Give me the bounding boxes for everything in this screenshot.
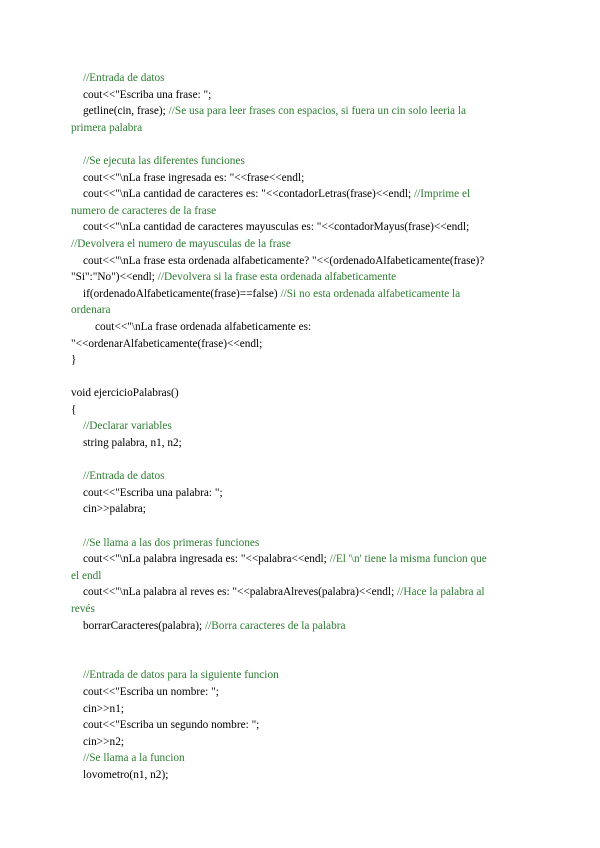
code-text: cin>>n1; — [83, 702, 124, 715]
code-text: cout<<"\nLa cantidad de caracteres es: "<<contadorLetras(frase)<<endl; — [83, 188, 414, 201]
code-comment: //Hace la palabra al — [397, 586, 485, 599]
code-comment: numero de caracteres de la frase — [71, 204, 217, 217]
code-line — [71, 236, 531, 253]
blank-line — [71, 518, 531, 535]
code-line — [71, 120, 531, 137]
code-comment: //Se llama a las dos primeras funciones — [83, 536, 260, 549]
code-line — [71, 302, 531, 319]
code-comment: //Se llama a la funcion — [83, 752, 185, 765]
code-line — [71, 717, 531, 734]
code-line — [71, 535, 531, 552]
code-comment: //Se ejecuta las diferentes funciones — [83, 154, 245, 167]
code-text: cout<<"Escriba un segundo nombre: "; — [83, 719, 260, 732]
code-line — [71, 501, 531, 518]
code-text: cin>>palabra; — [83, 503, 146, 516]
code-comment: //Entrada de datos — [83, 72, 165, 84]
code-text: cout<<"\nLa frase ingresada es: "<<frase<<endl; — [83, 171, 305, 184]
code-text: cout<<"Escriba una frase: "; — [83, 88, 212, 101]
code-text: cout<<"\nLa frase ordenada alfabeticamente es: — [95, 320, 312, 333]
code-text: cout<<"\nLa frase esta ordenada alfabeticamente? "<<(ordenadoAlfabeticamente(frase)? — [83, 254, 485, 267]
code-comment: //Entrada de datos para la siguiente funcion — [83, 669, 279, 682]
code-line — [71, 618, 531, 635]
code-comment: //Entrada de datos — [83, 470, 165, 483]
code-comment: //Devolvera el numero de mayusculas de la frase — [71, 237, 291, 250]
code-text: lovometro(n1, n2); — [83, 768, 169, 781]
code-text: cout<<"\nLa palabra ingresada es: "<<palabra<<endl; — [83, 553, 330, 566]
code-listing — [71, 70, 531, 784]
code-comment: //Si no esta ordenada alfabeticamente la — [280, 287, 461, 300]
code-comment: //Se usa para leer frases con espacios, si fuera un cin solo leeria la — [168, 105, 467, 118]
code-line — [71, 103, 531, 120]
code-text: cin>>n2; — [83, 735, 124, 748]
code-line — [71, 701, 531, 718]
code-comment: //El '\n' tiene la misma funcion que — [329, 553, 487, 566]
blank-line — [71, 369, 531, 386]
code-text: void ejercicioPalabras() — [71, 387, 179, 400]
code-text: borrarCaracteres(palabra); — [83, 619, 205, 632]
code-text: cout<<"Escriba una palabra: "; — [83, 486, 223, 499]
code-comment: //Imprime el — [413, 188, 471, 201]
code-line — [71, 684, 531, 701]
code-line — [71, 203, 531, 220]
code-line — [71, 319, 531, 336]
code-line — [71, 485, 531, 502]
code-line — [71, 186, 531, 203]
code-text: { — [71, 403, 77, 416]
code-line — [71, 402, 531, 419]
blank-line — [71, 136, 531, 153]
code-line — [71, 601, 531, 618]
code-line — [71, 153, 531, 170]
code-line — [71, 734, 531, 751]
code-line — [71, 269, 531, 286]
code-text: cout<<"\nLa cantidad de caracteres mayusculas es: "<<contadorMayus(frase)<<endl; — [83, 221, 470, 234]
code-comment: //Declarar variables — [83, 420, 172, 433]
code-comment: //Borra caracteres de la palabra — [205, 619, 346, 632]
code-comment: primera palabra — [71, 121, 143, 134]
code-text: "<<ordenarAlfabeticamente(frase)<<endl; — [71, 337, 263, 350]
code-line — [71, 170, 531, 187]
code-line — [71, 385, 531, 402]
code-text: cout<<"Escriba un nombre: "; — [83, 685, 219, 698]
code-line — [71, 418, 531, 435]
code-line — [71, 584, 531, 601]
code-text: string palabra, n1, n2; — [83, 437, 182, 450]
code-text: if(ordenadoAlfabeticamente(frase)==false) — [83, 287, 281, 300]
code-line — [71, 435, 531, 452]
code-line — [71, 253, 531, 270]
code-line — [71, 70, 531, 87]
code-text: "Si":"No")<<endl; — [71, 271, 158, 284]
code-line — [71, 336, 531, 353]
code-line — [71, 568, 531, 585]
code-line — [71, 667, 531, 684]
code-comment: //Devolvera si la frase esta ordenada alfabeticamente — [157, 271, 397, 284]
code-text: } — [71, 354, 77, 367]
blank-line — [71, 452, 531, 469]
code-comment: ordenara — [71, 304, 111, 317]
code-line — [71, 468, 531, 485]
code-line — [71, 219, 531, 236]
code-line — [71, 286, 531, 303]
blank-line — [71, 651, 531, 668]
code-text: getline(cin, frase); — [83, 105, 169, 118]
code-comment: revés — [71, 603, 95, 615]
code-line — [71, 551, 531, 568]
code-text: cout<<"\nLa palabra al reves es: "<<palabraAlreves(palabra)<<endl; — [83, 586, 398, 599]
code-line — [71, 87, 531, 104]
code-line — [71, 352, 531, 369]
code-comment: el endl — [71, 569, 102, 582]
blank-line — [71, 634, 531, 651]
code-line — [71, 767, 531, 784]
code-line — [71, 750, 531, 767]
